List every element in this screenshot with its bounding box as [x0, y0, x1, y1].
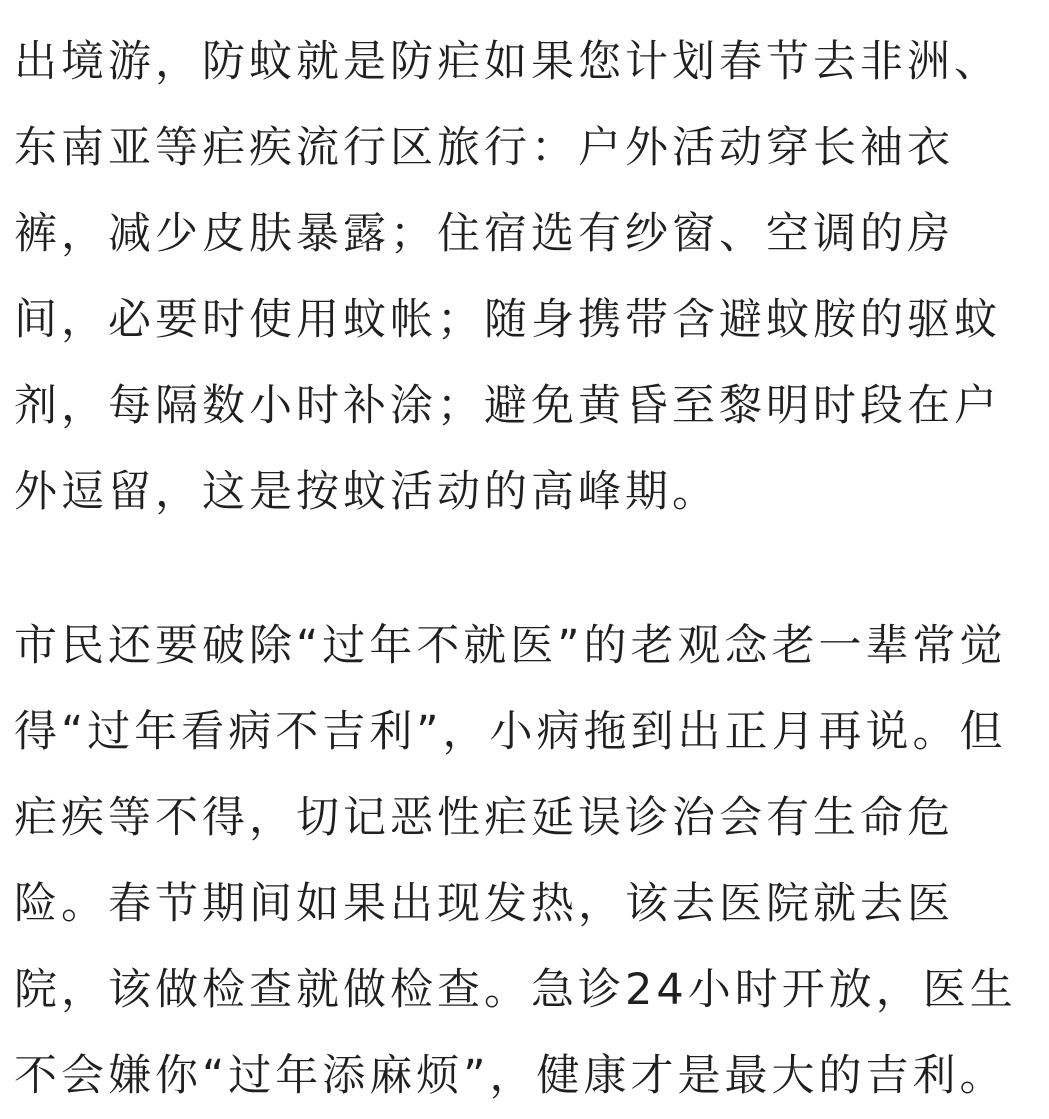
paragraph-line: 裤，减少皮肤暴露；住宿选有纱窗、空调的房: [14, 209, 954, 259]
paragraph-line: 疟疾等不得，切记恶性疟延误诊治会有生命危: [14, 793, 954, 843]
paragraph-line: 剂，每隔数小时补涂；避免黄昏至黎明时段在户: [14, 381, 1001, 431]
paragraph-line: 不会嫌你“过年添麻烦”，健康才是最大的吉利。: [14, 1051, 1007, 1101]
paragraph-line: 间，必要时使用蚊帐；随身携带含避蚊胺的驱蚊: [14, 295, 1001, 345]
paragraph-line: 东南亚等疟疾流行区旅行：户外活动穿长袖衣: [14, 123, 954, 173]
paragraph-line: 市民还要破除“过年不就医”的老观念老一辈常觉: [14, 621, 1007, 671]
paragraph-line: 险。春节期间如果出现发热，该去医院就去医: [14, 879, 954, 929]
paragraph-line: 出境游，防蚊就是防疟如果您计划春节去非洲、: [14, 37, 1001, 87]
paragraph-line: 得“过年看病不吉利”，小病拖到出正月再说。但: [14, 707, 1007, 757]
paragraph-line: 外逗留，这是按蚊活动的高峰期。: [14, 467, 719, 517]
paragraph-line: 院，该做检查就做检查。急诊24小时开放，医生: [14, 965, 1017, 1015]
